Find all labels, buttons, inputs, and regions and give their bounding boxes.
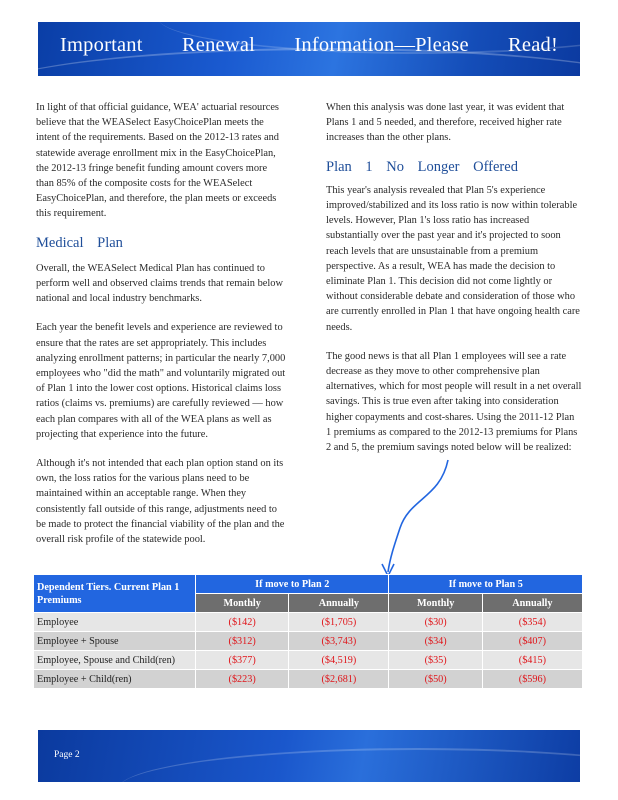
savings-value: ($3,743): [289, 632, 389, 651]
page-number: Page 2: [54, 750, 80, 760]
savings-value: ($35): [389, 651, 482, 670]
savings-value: ($4,519): [289, 651, 389, 670]
row-label: Employee + Spouse: [34, 632, 196, 651]
savings-value: ($354): [482, 613, 582, 632]
premium-savings-table: [33, 574, 583, 689]
medical-paragraph-3: Although it's not intended that each plan option stand on its own, the loss ratios for the various plans need to be maintained within an acceptable range. When they consistently fall outside of this range, adjustments need to be made to protect the financial viability of the plan and the overall risk profile of the statewide pool.: [36, 458, 285, 546]
title-word-4: Read!: [508, 34, 558, 56]
savings-value: ($50): [389, 670, 482, 689]
savings-value: ($596): [482, 670, 582, 689]
table-row: [34, 670, 583, 689]
right-column: [326, 100, 582, 469]
medical-paragraph-1: Overall, the WEASelect Medical Plan has continued to perform well and observed claims trends that remain below national and local industry benchmarks.: [36, 262, 283, 305]
group-header-plan5: If move to Plan 5: [389, 575, 583, 594]
savings-value: ($34): [389, 632, 482, 651]
page-title: [38, 34, 580, 57]
savings-value: ($142): [196, 613, 289, 632]
title-word-1: Important: [60, 34, 143, 56]
subheader-annually: Annually: [482, 594, 582, 613]
title-word-3: Information—Please: [294, 34, 469, 56]
subheader-annually: Annually: [289, 594, 389, 613]
savings-value: ($2,681): [289, 670, 389, 689]
medical-paragraph-2: Each year the benefit levels and experience are reviewed to ensure that the rates are set appropriately. This includes analyzing enrollment patterns; in particular the nearly 7,000 employees who "did the math" and voluntarily migrated out of Plan 1 into the lower cost options. Historical claims loss ratios (claims vs. premiums) are carefully reviewed — how each plan compares with all of the WEA plans as well as projecting that experience into the future.: [36, 322, 286, 440]
left-column: [36, 100, 286, 561]
savings-value: ($407): [482, 632, 582, 651]
savings-value: ($30): [389, 613, 482, 632]
savings-value: ($415): [482, 651, 582, 670]
savings-value: ($1,705): [289, 613, 389, 632]
medical-plan-heading: Medical Plan: [36, 234, 123, 251]
subheader-monthly: Monthly: [196, 594, 289, 613]
table-row: [34, 632, 583, 651]
row-label: Employee, Spouse and Child(ren): [34, 651, 196, 670]
curved-arrow-icon: [380, 458, 450, 580]
header-banner: [38, 22, 580, 76]
savings-value: ($223): [196, 670, 289, 689]
row-label: Employee: [34, 613, 196, 632]
title-word-2: Renewal: [181, 34, 256, 56]
subheader-monthly: Monthly: [389, 594, 482, 613]
savings-value: ($312): [196, 632, 289, 651]
plan1-paragraph-2: The good news is that all Plan 1 employees will see a rate decrease as they move to other comprehensive plan alternatives, which for most people will result in a net overall savings. This is true even after taking into consideration higher copayments and cost-shares. Using the 2011-12 Plan 1 premiums as compared to the 2012-13 premiums for Plans 2 and 5, the premium savings noted below will be realized:: [326, 350, 582, 454]
intro-paragraph: In light of that official guidance, WEA' actuarial resources believe that the WEASelect EasyChoicePlan meets the intent of the requirements. Based on the 2012-13 rates and statewide average enrollment mix in the EasyChoicePlan, the 2012-13 fringe benefit funding amount covers more than 85% of the composite costs for the WEASelect EasyChoicePlan, and therefore, the plan meets or exceeds this requirement.: [36, 102, 279, 220]
row-label: Employee + Child(ren): [34, 670, 196, 689]
plan1-heading: Plan 1 No Longer Offered: [326, 158, 518, 175]
plan1-paragraph-1: This year's analysis revealed that Plan 5's experience improved/stabilized and its loss ratio is now within tolerable levels. However, Plan 1's loss ratio has increased substantially over the past year and it's projected to soon reach levels that are unsustainable from a premium perspective. As a result, WEA has made the decision to eliminate Plan 1. This decision did not come lightly or without considerable debate and consideration of those who are currently enrolled in Plan 1 that have ongoing health care needs.: [326, 184, 580, 333]
savings-value: ($377): [196, 651, 289, 670]
footer-banner: [38, 730, 580, 782]
table-corner-label: Dependent Tiers. Current Plan 1 Premiums: [34, 575, 196, 613]
group-header-plan2: If move to Plan 2: [196, 575, 389, 594]
analysis-paragraph: When this analysis was done last year, it was evident that Plans 1 and 5 needed, and therefore, received higher rate increases than the other plans.: [326, 102, 565, 144]
table-row: [34, 651, 583, 670]
table-row: [34, 613, 583, 632]
